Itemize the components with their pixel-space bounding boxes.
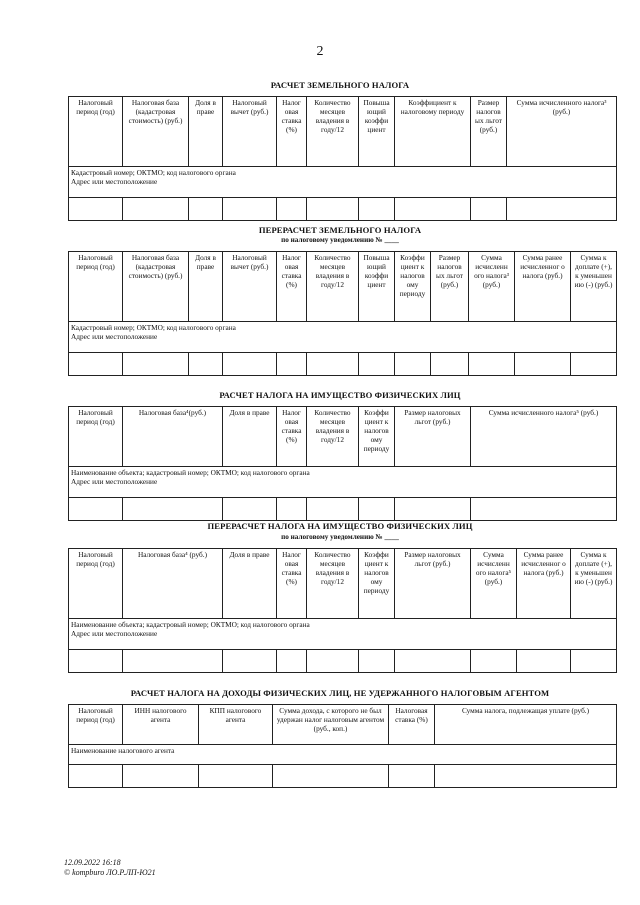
cell (189, 353, 223, 376)
page-number: 2 (316, 44, 324, 59)
cell (471, 198, 507, 221)
header-cell: Сумма дохода, с которого не был удержан налог налоговым агентом (руб., коп.) (273, 705, 389, 745)
cell (307, 650, 359, 673)
agent-name-row (69, 745, 617, 765)
cell (277, 650, 307, 673)
object-info-row (69, 167, 617, 198)
land-tax-table (68, 96, 617, 221)
property-tax-title: РАСЧЕТ НАЛОГА НА ИМУЩЕСТВО ФИЗИЧЕСКИХ ЛИЦ (219, 390, 461, 400)
property-tax-table (68, 406, 617, 521)
cell (189, 198, 223, 221)
header-cell: ИНН налогового агента (123, 705, 199, 745)
cell (395, 353, 431, 376)
cell (507, 198, 617, 221)
cell (395, 498, 471, 521)
header-cell: Сумма налога, подлежащая уплате (руб.) (435, 705, 617, 745)
table-row (69, 650, 617, 673)
cell (435, 765, 617, 788)
cell (515, 353, 571, 376)
header-cell: Налог овая ставка (%) (277, 407, 307, 467)
header-cell: Налоговый период (год) (69, 97, 123, 167)
header-cell: Количество месяцев владения в году/12 (307, 407, 359, 467)
header-cell: Коэффи циент к налогов ому периоду (359, 407, 395, 467)
header-cell: Налоговый вычет (руб.) (223, 252, 277, 322)
cell (223, 198, 277, 221)
cell (471, 650, 517, 673)
header-cell: Налоговая база (кадастровая стоимость) (руб.) (123, 97, 189, 167)
agent-name-label: Наименование налогового агента (71, 746, 175, 755)
object-info-label: Наименование объекта; кадастровый номер; ОКТМО; код налогового органа (71, 468, 310, 477)
cell (69, 650, 123, 673)
property-recalc-title: ПЕРЕРАСЧЕТ НАЛОГА НА ИМУЩЕСТВО ФИЗИЧЕСКИХ ЛИЦ (207, 521, 473, 531)
income-tax-table (68, 704, 617, 788)
header-cell: Налог овая ставка (%) (277, 252, 307, 322)
cell (359, 650, 395, 673)
object-info-label: Кадастровый номер; ОКТМО; код налогового органа (71, 323, 236, 332)
header-cell: Сумма исчисленного налога⁵ (руб.) (471, 407, 617, 467)
header-cell: Налоговый период (год) (69, 549, 123, 619)
header-cell: Сумма исчисленн ого налога⁵ (руб.) (471, 549, 517, 619)
header-cell: Налоговый период (год) (69, 705, 123, 745)
cell (123, 498, 223, 521)
header-cell: Размер налогов ых льгот (руб.) (431, 252, 469, 322)
cell (199, 765, 273, 788)
header-cell: Налоговый период (год) (69, 407, 123, 467)
header-cell: КПП налогового агента (199, 705, 273, 745)
header-cell: Сумма исчисленн ого налога³ (руб.) (469, 252, 515, 322)
cell (69, 353, 123, 376)
cell (359, 498, 395, 521)
header-cell: Доля в праве (189, 252, 223, 322)
table-row (69, 353, 617, 376)
land-recalc-subtitle: по налоговому уведомлению № ____ (281, 236, 399, 244)
footer (64, 858, 156, 878)
cell (359, 353, 395, 376)
cell (307, 353, 359, 376)
cell (389, 765, 435, 788)
header-cell: Доля в праве (189, 97, 223, 167)
header-cell: Сумма ранее исчисленног о налога (руб.) (517, 549, 571, 619)
cell (69, 198, 123, 221)
object-info-label: Наименование объекта; кадастровый номер; ОКТМО; код налогового органа (71, 620, 310, 629)
object-info-label: Кадастровый номер; ОКТМО; код налогового органа (71, 168, 236, 177)
cell (395, 198, 471, 221)
cell (123, 765, 199, 788)
header-cell: Количество месяцев владения в году/12 (307, 549, 359, 619)
object-info-row (69, 467, 617, 498)
income-tax-title: РАСЧЕТ НАЛОГА НА ДОХОДЫ ФИЗИЧЕСКИХ ЛИЦ, НЕ УДЕРЖАННОГО НАЛОГОВЫМ АГЕНТОМ (130, 688, 550, 698)
cell (69, 765, 123, 788)
land-recalc-table (68, 251, 617, 376)
header-cell: Размер налоговых льгот (руб.) (395, 407, 471, 467)
address-label: Адрес или местоположение (71, 629, 158, 638)
header-cell: Налоговая база⁴(руб.) (123, 407, 223, 467)
table-row (69, 765, 617, 788)
header-cell: Количество месяцев владения в году/12 (307, 252, 359, 322)
header-cell: Размер налогов ых льгот (руб.) (471, 97, 507, 167)
header-cell: Доля в праве (223, 549, 277, 619)
cell (223, 498, 277, 521)
cell (571, 650, 617, 673)
address-label: Адрес или местоположение (71, 332, 158, 341)
cell (277, 198, 307, 221)
property-recalc-subtitle: по налоговому уведомлению № ____ (281, 533, 399, 541)
header-cell: Налоговая база (кадастровая стоимость) (руб.) (123, 252, 189, 322)
header-cell: Повыша ющий коэффи циент (359, 252, 395, 322)
header-cell: Повыша ющий коэффи циент (359, 97, 395, 167)
footer-code: © kompburo ЛО.Р.ЛП-Ю21 (64, 868, 156, 877)
header-cell: Сумма ранее исчисленног о налога (руб.) (515, 252, 571, 322)
cell (469, 353, 515, 376)
cell (69, 498, 123, 521)
table-row (69, 498, 617, 521)
header-cell: Доля в праве (223, 407, 277, 467)
header-cell: Сумма исчисленного налога³ (руб.) (507, 97, 617, 167)
cell (307, 498, 359, 521)
cell (273, 765, 389, 788)
header-cell: Коэффициент к налоговому периоду (395, 97, 471, 167)
cell (571, 353, 617, 376)
cell (431, 353, 469, 376)
object-info-row (69, 619, 617, 650)
cell (517, 650, 571, 673)
header-cell: Налоговая ставка (%) (389, 705, 435, 745)
header-cell: Коэффи циент к налогов ому периоду (359, 549, 395, 619)
cell (359, 198, 395, 221)
cell (123, 198, 189, 221)
address-label: Адрес или местоположение (71, 177, 158, 186)
header-cell: Налог овая ставка (%) (277, 549, 307, 619)
cell (223, 650, 277, 673)
header-cell: Налог овая ставка (%) (277, 97, 307, 167)
header-cell: Коэффи циент к налогов ому периоду (395, 252, 431, 322)
header-cell: Налоговый период (год) (69, 252, 123, 322)
cell (277, 353, 307, 376)
header-cell: Сумма к доплате (+), к уменьшен ию (-) (руб.) (571, 252, 617, 322)
header-cell: Сумма к доплате (+), к уменьшен ию (-) (руб.) (571, 549, 617, 619)
cell (123, 650, 223, 673)
cell (471, 498, 617, 521)
property-recalc-table (68, 548, 617, 673)
table-row (69, 198, 617, 221)
object-info-row (69, 322, 617, 353)
cell (123, 353, 189, 376)
footer-date: 12.09.2022 16:18 (64, 858, 121, 867)
header-cell: Налоговый вычет (руб.) (223, 97, 277, 167)
cell (307, 198, 359, 221)
land-tax-title: РАСЧЕТ ЗЕМЕЛЬНОГО НАЛОГА (270, 80, 410, 90)
header-cell: Количество месяцев владения в году/12 (307, 97, 359, 167)
cell (277, 498, 307, 521)
cell (223, 353, 277, 376)
header-cell: Налоговая база⁴ (руб.) (123, 549, 223, 619)
address-label: Адрес или местоположение (71, 477, 158, 486)
cell (395, 650, 471, 673)
header-cell: Размер налоговых льгот (руб.) (395, 549, 471, 619)
land-recalc-title: ПЕРЕРАСЧЕТ ЗЕМЕЛЬНОГО НАЛОГА (258, 225, 422, 235)
